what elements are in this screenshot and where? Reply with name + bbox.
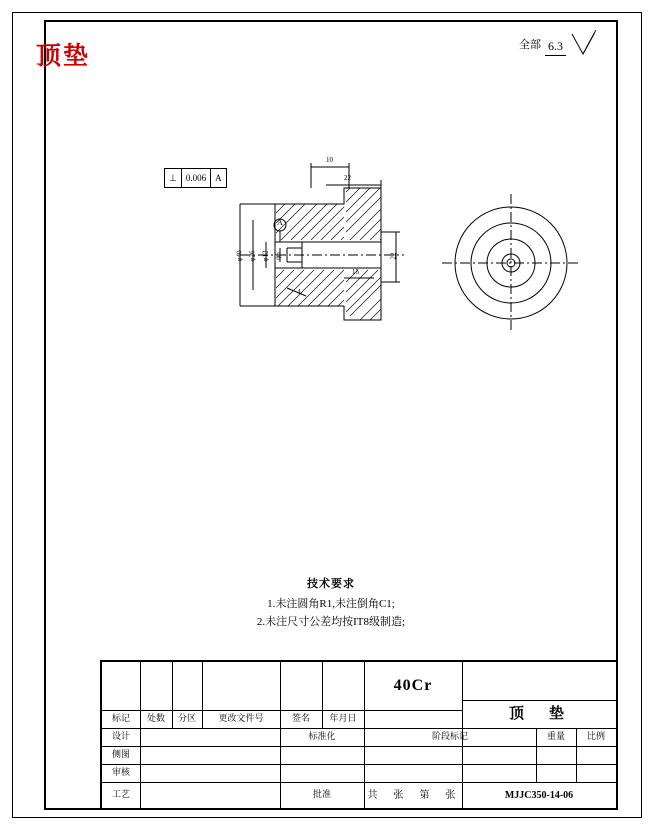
stage-header-2: 比例 (586, 731, 605, 742)
left-row-label-3: 工艺 (111, 789, 130, 800)
perpendicularity-icon: ⊥ (165, 169, 182, 187)
dim-text-4: φ40 (235, 250, 244, 262)
engineering-views-svg (44, 20, 618, 640)
tech-requirements-title: 技术要求 (307, 578, 355, 590)
dim-text-5: φ26 (248, 250, 257, 262)
row-header-4: 签名 (291, 713, 310, 724)
row-header-0: 标记 (111, 713, 130, 724)
row-header-1: 处数 (146, 713, 165, 724)
stage-header-0: 阶段标记 (431, 731, 468, 742)
stage-header-1: 重量 (546, 731, 565, 742)
tech-requirements-item-1: 1.未注圆角R1,未注倒角C1; (267, 598, 395, 610)
dim-text-2: 15 (352, 268, 359, 276)
datum-reference: A (215, 173, 222, 183)
dim-text-8: 4 (297, 288, 301, 296)
tolerance-value: 0.006 (182, 169, 211, 187)
left-row-label-2: 审核 (111, 767, 130, 778)
tb-hline-3 (102, 746, 616, 747)
row-header-3: 更改文件号 (218, 713, 264, 724)
tb-hline-4 (102, 764, 616, 765)
drawing-area (44, 20, 618, 640)
row-header-2: 分区 (177, 713, 196, 724)
tech-requirements-item-2: 2.未注尺寸公差均按IT8级制造; (256, 616, 406, 628)
left-row-right-label-0: 标准化 (308, 731, 336, 742)
datum-label-a: A (277, 218, 283, 227)
left-row-label-1: 侧图 (111, 749, 130, 760)
dim-text-0: 10 (326, 156, 333, 164)
surface-finish-value: 6.3 (545, 39, 566, 56)
title-block (100, 660, 618, 810)
part-name-value: 顶 垫 (508, 705, 569, 722)
tb-vline-1 (140, 662, 141, 808)
part-name-red-label: 顶垫 (36, 43, 91, 70)
dim-text-7: φ6 (273, 252, 282, 260)
dim-text-3: 22 (389, 252, 398, 260)
surface-finish-label: 全部 (519, 39, 541, 51)
dim-text-1: 22 (344, 174, 351, 182)
dim-text-6: φ12 (261, 250, 270, 262)
sheet-info-value: 共 张 第 张 (367, 789, 459, 801)
left-row-label-0: 设计 (111, 731, 130, 742)
row-header-5: 年月日 (329, 713, 357, 724)
drawing-code-value: MJJC350-14-06 (504, 789, 574, 801)
left-row-right-label-3: 批准 (312, 789, 331, 800)
material-value: 40Cr (393, 677, 433, 695)
